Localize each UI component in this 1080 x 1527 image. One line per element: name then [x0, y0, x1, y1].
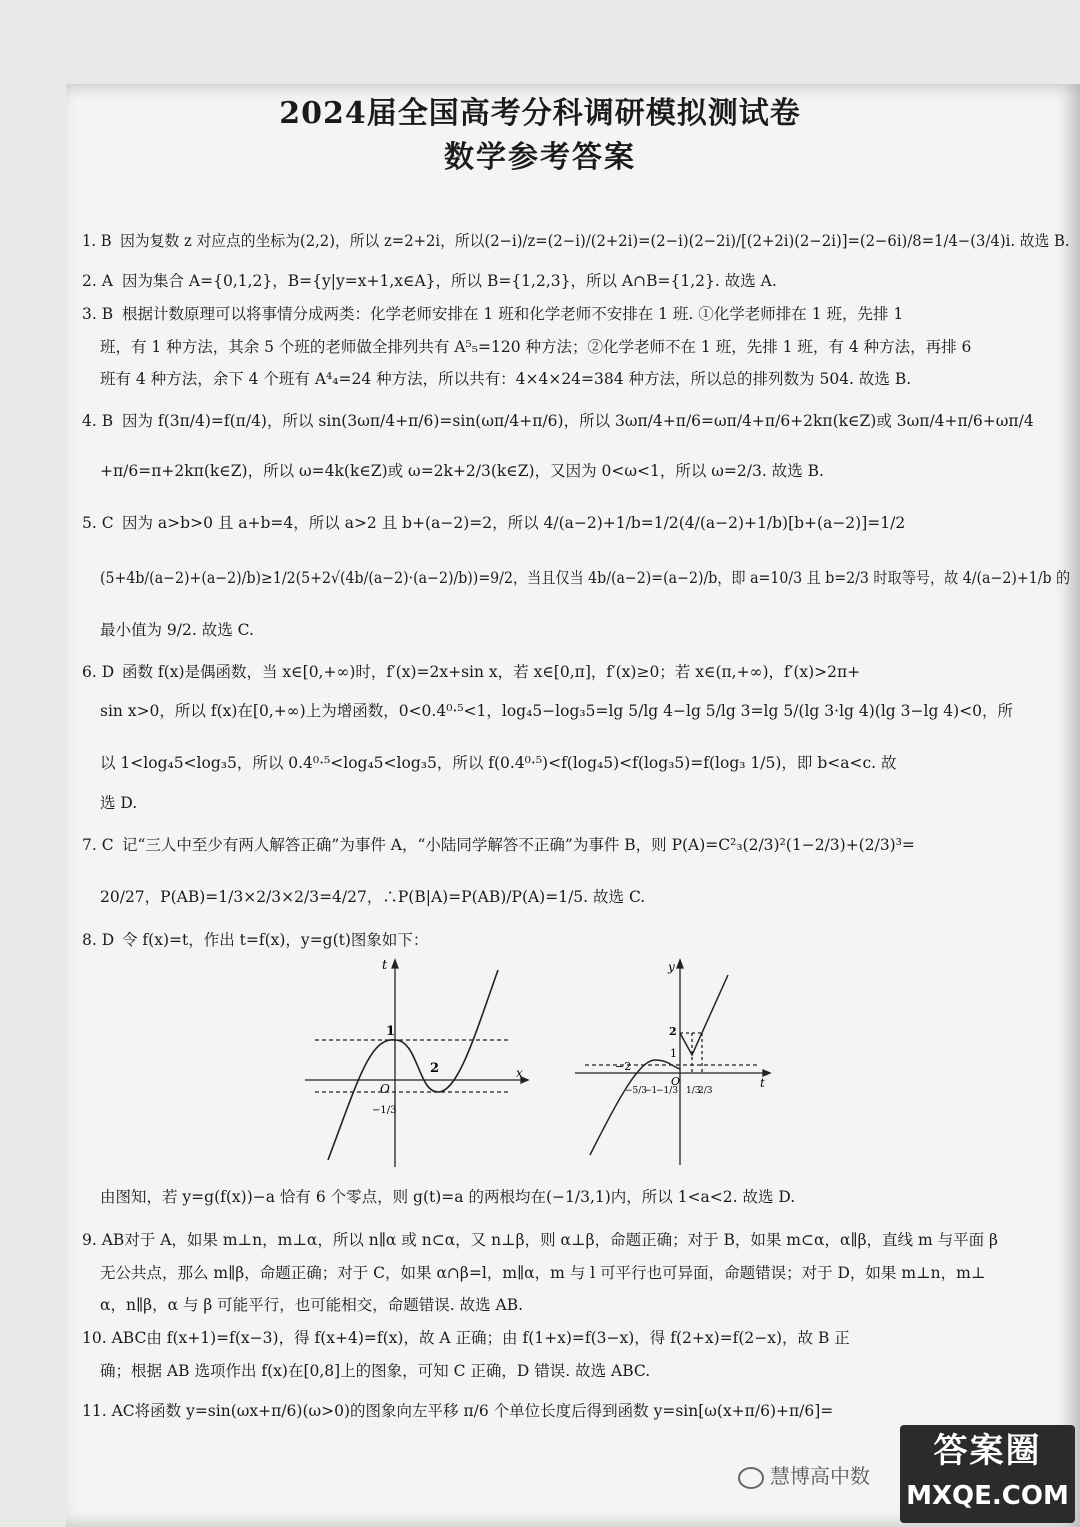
origin-label: O [671, 1075, 681, 1088]
answer-text: 选 D. [100, 794, 138, 812]
label-neg-third: −1/3 [372, 1105, 397, 1116]
answer-text: 令 f(x)=t，作出 t=f(x)，y=g(t)图象如下： [122, 931, 429, 949]
tick-neg-1-3: −1/3 [656, 1086, 679, 1096]
answer-text: 对于 A，如果 m⊥n，m⊥α，所以 n∥α 或 n⊂α，又 n⊥β，则 α⊥β，命题正确；对于 B，如果 m⊂α，α∥β，直线 m 与平面 β [124, 1231, 998, 1249]
answer-line [100, 752, 897, 774]
question-number: 3. B [82, 305, 114, 323]
answer-text: 因为复数 z 对应点的坐标为(2,2)，所以 z=2+2i，所以(2−i)/z=(2−i)/(2+2i)=(2−i)(2−2i)/[(2+2i)(2−2i)]=(2−6i)/8=1/4−(3/4)i. 故选 B. [120, 232, 1070, 250]
answer-line [82, 834, 915, 856]
curve-f-x [328, 970, 498, 1160]
question-number: 6. D [82, 663, 115, 681]
page-subtitle: 数学参考答案 [444, 140, 636, 175]
tick-1-3: 1/3 [686, 1086, 701, 1096]
question-number: 11. AC [82, 1402, 135, 1420]
answer-text: 因为 a>b>0 且 a+b=4，所以 a>2 且 b+(a−2)=2，所以 4/(a−2)+1/b=1/2(4/(a−2)+1/b)[b+(a−2)]=1/2 [122, 514, 906, 532]
logo-bottom-text: MXQE.COM [906, 1481, 1069, 1511]
answer-text: 确；根据 AB 选项作出 f(x)在[0,8]上的图象，可知 C 正确，D 错误. 故选 ABC. [100, 1362, 651, 1380]
answer-text: 无公共点，那么 m∥β，命题正确；对于 C，如果 α∩β=l，m∥α，m 与 l 可平行也可异面，命题错误；对于 D，如果 m⊥n，m⊥ [100, 1264, 986, 1282]
answer-line [100, 700, 1013, 722]
label-neg2: −2 [615, 1060, 632, 1073]
t-axis-label: t [382, 958, 388, 973]
answer-text: 最小值为 9/2. 故选 C. [100, 621, 254, 639]
answer-line [82, 1400, 833, 1422]
question-number: 2. A [82, 272, 113, 290]
answer-line [100, 1186, 795, 1208]
answer-line [82, 270, 777, 292]
answer-text: 将函数 y=sin(ωx+π/6)(ω>0)的图象向左平移 π/6 个单位长度后得到函数 y=sin[ω(x+π/6)+π/6]= [134, 1402, 834, 1420]
question-number: 4. B [82, 412, 114, 430]
wechat-account: 慧博高中数 [770, 1464, 870, 1488]
graph-y-g-t [570, 955, 780, 1170]
t-axis-arrow [392, 960, 398, 968]
answer-line [82, 512, 905, 534]
answer-line [82, 230, 1070, 252]
answer-text: 以 1<log₄5<log₃5，所以 0.4⁰·⁵<log₄5<log₃5，所以 f(0.4⁰·⁵)<f(log₄5)<f(log₃5)=f(log₃ 1/5)，即 b<a<c. 故 [100, 754, 897, 772]
question-number: 7. C [82, 836, 114, 854]
y-axis-arrow [677, 960, 683, 968]
answer-line [100, 792, 137, 814]
answer-line [100, 886, 645, 908]
question-number: 5. C [82, 514, 114, 532]
question-number: 8. D [82, 931, 115, 949]
answer-text: 由图知，若 y=g(f(x))−a 恰有 6 个零点，则 g(t)=a 的两根均在(−1/3,1)内，所以 1<a<2. 故选 D. [100, 1188, 796, 1206]
t-axis-label: t [760, 1076, 765, 1090]
answer-text: 因为集合 A={0,1,2}，B={y|y=x+1,x∈A}，所以 B={1,2,3}，所以 A∩B={1,2}. 故选 A. [122, 272, 777, 290]
answer-line [100, 619, 254, 641]
graph-t-f-x [300, 955, 540, 1170]
label-2: 2 [430, 1061, 440, 1076]
answer-text: 由 f(x+1)=f(x−3)，得 f(x+4)=f(x)，故 A 正确；由 f(1+x)=f(3−x)，得 f(2+x)=f(2−x)，故 B 正 [146, 1329, 850, 1347]
answer-text: (5+4b/(a−2)+(a−2)/b)≥1/2(5+2√(4b/(a−2)·(a−2)/b))=9/2，当且仅当 4b/(a−2)=(a−2)/b，即 a=10/3 且 b=2/3 时取等号，故 4/(a−2)+1/b 的 [100, 569, 1071, 587]
answer-text: sin x>0，所以 f(x)在[0,+∞)上为增函数，0<0.4⁰·⁵<1，log₄5−log₃5=lg 5/lg 4−lg 5/lg 3=lg 5/(lg 3·lg 4)(lg 3−lg 4)<0，所 [100, 702, 1014, 720]
answer-line [82, 929, 428, 951]
answer-line [100, 567, 1070, 589]
label-2: 2 [669, 1025, 677, 1038]
curve-left [590, 1060, 680, 1155]
answer-text: 班有 4 种方法，余下 4 个班有 A⁴₄=24 种方法，所以共有：4×4×24=384 种方法，所以总的排列数为 504. 故选 B. [100, 370, 912, 388]
origin-label: O [380, 1082, 390, 1096]
answer-line [82, 410, 1034, 432]
answer-text: α，n∥β，α 与 β 可能平行，也可能相交，命题错误. 故选 AB. [100, 1296, 524, 1314]
answer-text: 函数 f(x)是偶函数，当 x∈[0,+∞)时，f′(x)=2x+sin x，若 x∈[0,π]，f′(x)≥0；若 x∈(π,+∞)，f′(x)>2π+ [122, 663, 861, 681]
answer-line [82, 661, 860, 683]
answer-line [82, 1327, 850, 1349]
answer-line [82, 1229, 998, 1251]
answer-text: 记“三人中至少有两人解答正确”为事件 A，“小陆同学解答不正确”为事件 B，则 P(A)=C²₃(2/3)²(1−2/3)+(2/3)³= [122, 836, 915, 854]
wechat-watermark [738, 1460, 870, 1489]
answer-text: 班，有 1 种方法，其余 5 个班的老师做全排列共有 A⁵₅=120 种方法；②化学老师不在 1 班，先排 1 班，有 4 种方法，再排 6 [100, 338, 972, 356]
answer-line [100, 460, 824, 482]
curve-right [680, 975, 728, 1055]
question-number: 10. ABC [82, 1329, 147, 1347]
y-axis-label: y [668, 960, 675, 974]
label-1: 1 [386, 1024, 396, 1039]
tick-neg-1: −1 [644, 1086, 658, 1096]
logo-top-text: 答案圈 [933, 1431, 1042, 1471]
label-1: 1 [670, 1047, 677, 1060]
answer-text: 根据计数原理可以将事情分成两类：化学老师安排在 1 班和化学老师不安排在 1 班. ①化学老师排在 1 班，先排 1 [122, 305, 904, 323]
question-number: 9. AB [82, 1231, 125, 1249]
x-axis-label: x [516, 1066, 523, 1080]
answer-line [100, 1262, 985, 1284]
answer-line [100, 336, 971, 358]
answer-line [82, 303, 903, 325]
page-title: 2024届全国高考分科调研模拟测试卷 [279, 96, 801, 131]
answer-text: 因为 f(3π/4)=f(π/4)，所以 sin(3ωπ/4+π/6)=sin(ωπ/4+π/6)，所以 3ωπ/4+π/6=ωπ/4+π/6+2kπ(k∈Z)或 3ωπ/4+π/6+ωπ/4 [122, 412, 1034, 430]
answer-text: +π/6=π+2kπ(k∈Z)，所以 ω=4k(k∈Z)或 ω=2k+2/3(k∈Z)，又因为 0<ω<1，所以 ω=2/3. 故选 B. [100, 462, 824, 480]
tick-2-3: 2/3 [698, 1086, 713, 1096]
wechat-icon [738, 1467, 764, 1489]
answer-line [100, 1360, 650, 1382]
answer-line [100, 368, 911, 390]
tick-neg-5-3: −5/3 [625, 1086, 648, 1096]
answer-text: 20/27，P(AB)=1/3×2/3×2/3=4/27，∴P(B|A)=P(AB)/P(A)=1/5. 故选 C. [100, 888, 646, 906]
question-number: 1. B [82, 232, 112, 250]
answer-line [100, 1294, 523, 1316]
site-logo [900, 1425, 1075, 1523]
